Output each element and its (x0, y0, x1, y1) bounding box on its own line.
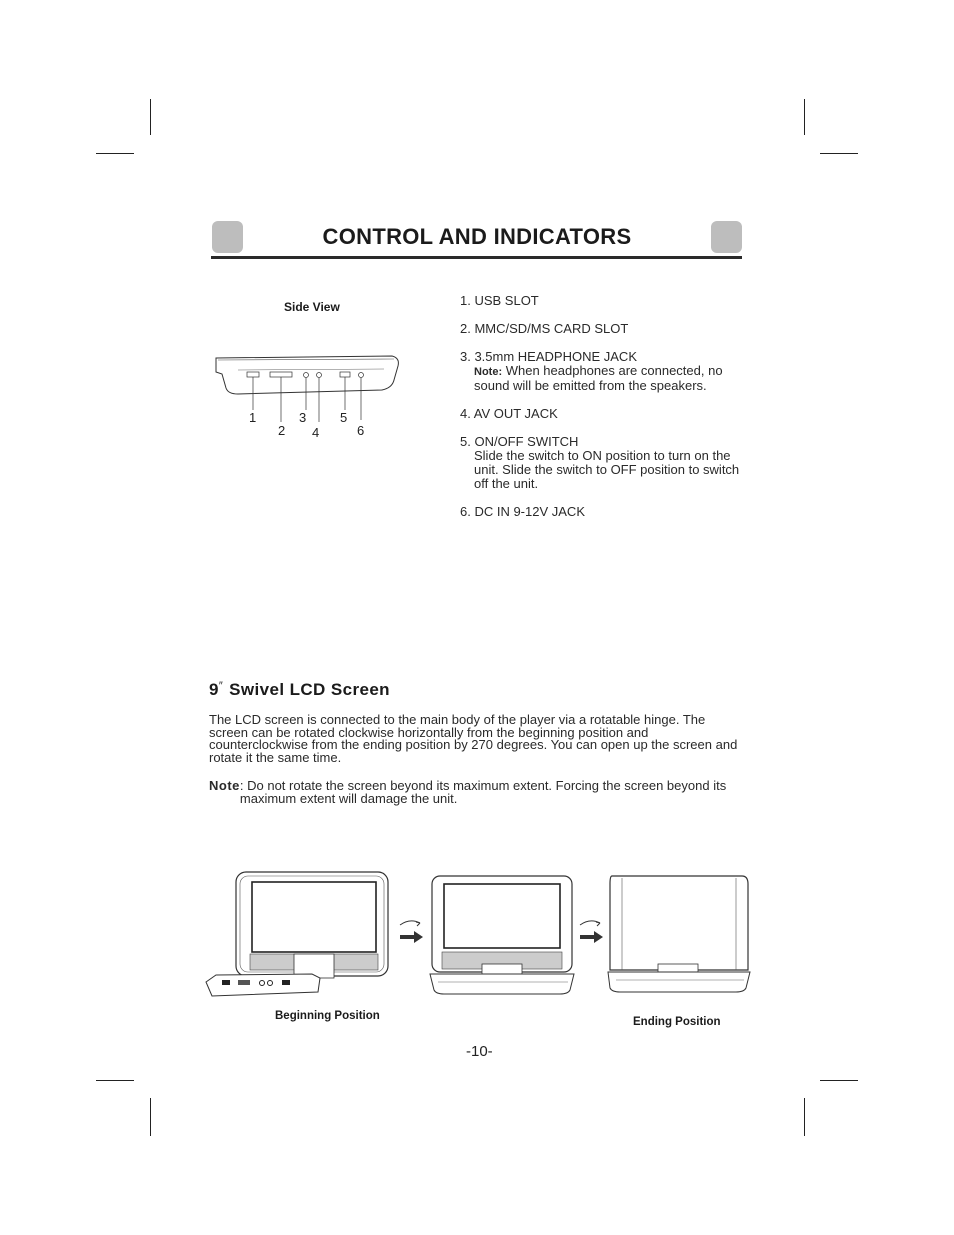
rotate-arrow-icon (576, 916, 606, 942)
headphone-note (460, 364, 750, 393)
crop-mark (96, 153, 134, 154)
heading-mark: ″ (218, 680, 224, 692)
crop-mark (820, 1080, 858, 1081)
callout-6: 6 (357, 423, 365, 438)
switch-detail: Slide the switch to ON position to turn on the unit. Slide the switch to OFF position to switch off the unit. (474, 448, 740, 491)
player-beginning-illustration (204, 870, 394, 1000)
section-heading (209, 680, 390, 700)
page-number: -10- (466, 1043, 493, 1060)
list-item-text: 4. AV OUT JACK (460, 406, 558, 421)
list-item-text: 6. DC IN 9-12V JACK (460, 504, 585, 519)
heading-text: Swivel LCD Screen (229, 680, 390, 699)
crop-mark (820, 153, 858, 154)
swivel-note (209, 779, 749, 805)
list-item (460, 294, 750, 308)
list-item (460, 322, 750, 336)
note-label: Note (209, 778, 240, 793)
swivel-paragraph: The LCD screen is connected to the main body of the player via a rotatable hinge. The screen can be rotated clockwise horizontally from the beginning position and counterclockwise from the ending position by 270 degrees. You can open up the screen and rotate it the same time. (209, 712, 738, 765)
title-rule (211, 256, 742, 259)
callout-4: 4 (312, 425, 320, 440)
list-item-text: 5. ON/OFF SWITCH (460, 434, 579, 449)
callout-2: 2 (278, 423, 286, 438)
side-view-diagram (214, 350, 404, 400)
list-item (460, 350, 750, 393)
player-ending-illustration (606, 872, 752, 996)
rotate-arrow-icon (396, 916, 426, 942)
note-text: : Do not rotate the screen beyond its maximum extent. Forcing the screen beyond its maximum extent will damage the unit. (239, 778, 727, 806)
crop-mark (804, 1098, 805, 1136)
list-item-text: 2. MMC/SD/MS CARD SLOT (460, 321, 629, 336)
controls-list (460, 294, 750, 533)
crop-mark (804, 99, 805, 135)
crop-mark (150, 1098, 151, 1136)
callout-1: 1 (249, 410, 257, 425)
note-label: Note: (474, 366, 503, 378)
side-view-label: Side View (284, 300, 340, 314)
player-middle-illustration (428, 872, 578, 996)
crop-mark (150, 99, 151, 135)
list-item (460, 435, 750, 491)
ending-caption: Ending Position (633, 1016, 721, 1028)
list-item-text: 1. USB SLOT (460, 293, 539, 308)
crop-mark (96, 1080, 134, 1081)
note-text: When headphones are connected, no sound will be emitted from the speakers. (474, 363, 723, 393)
callout-3: 3 (299, 410, 307, 425)
beginning-caption: Beginning Position (275, 1010, 380, 1022)
callout-5: 5 (340, 410, 348, 425)
list-item (460, 505, 750, 519)
page-title: CONTROL AND INDICATORS (322, 224, 632, 249)
heading-number: 9 (209, 680, 219, 699)
list-item-text: 3. 3.5mm HEADPHONE JACK (460, 349, 637, 364)
list-item (460, 407, 750, 421)
